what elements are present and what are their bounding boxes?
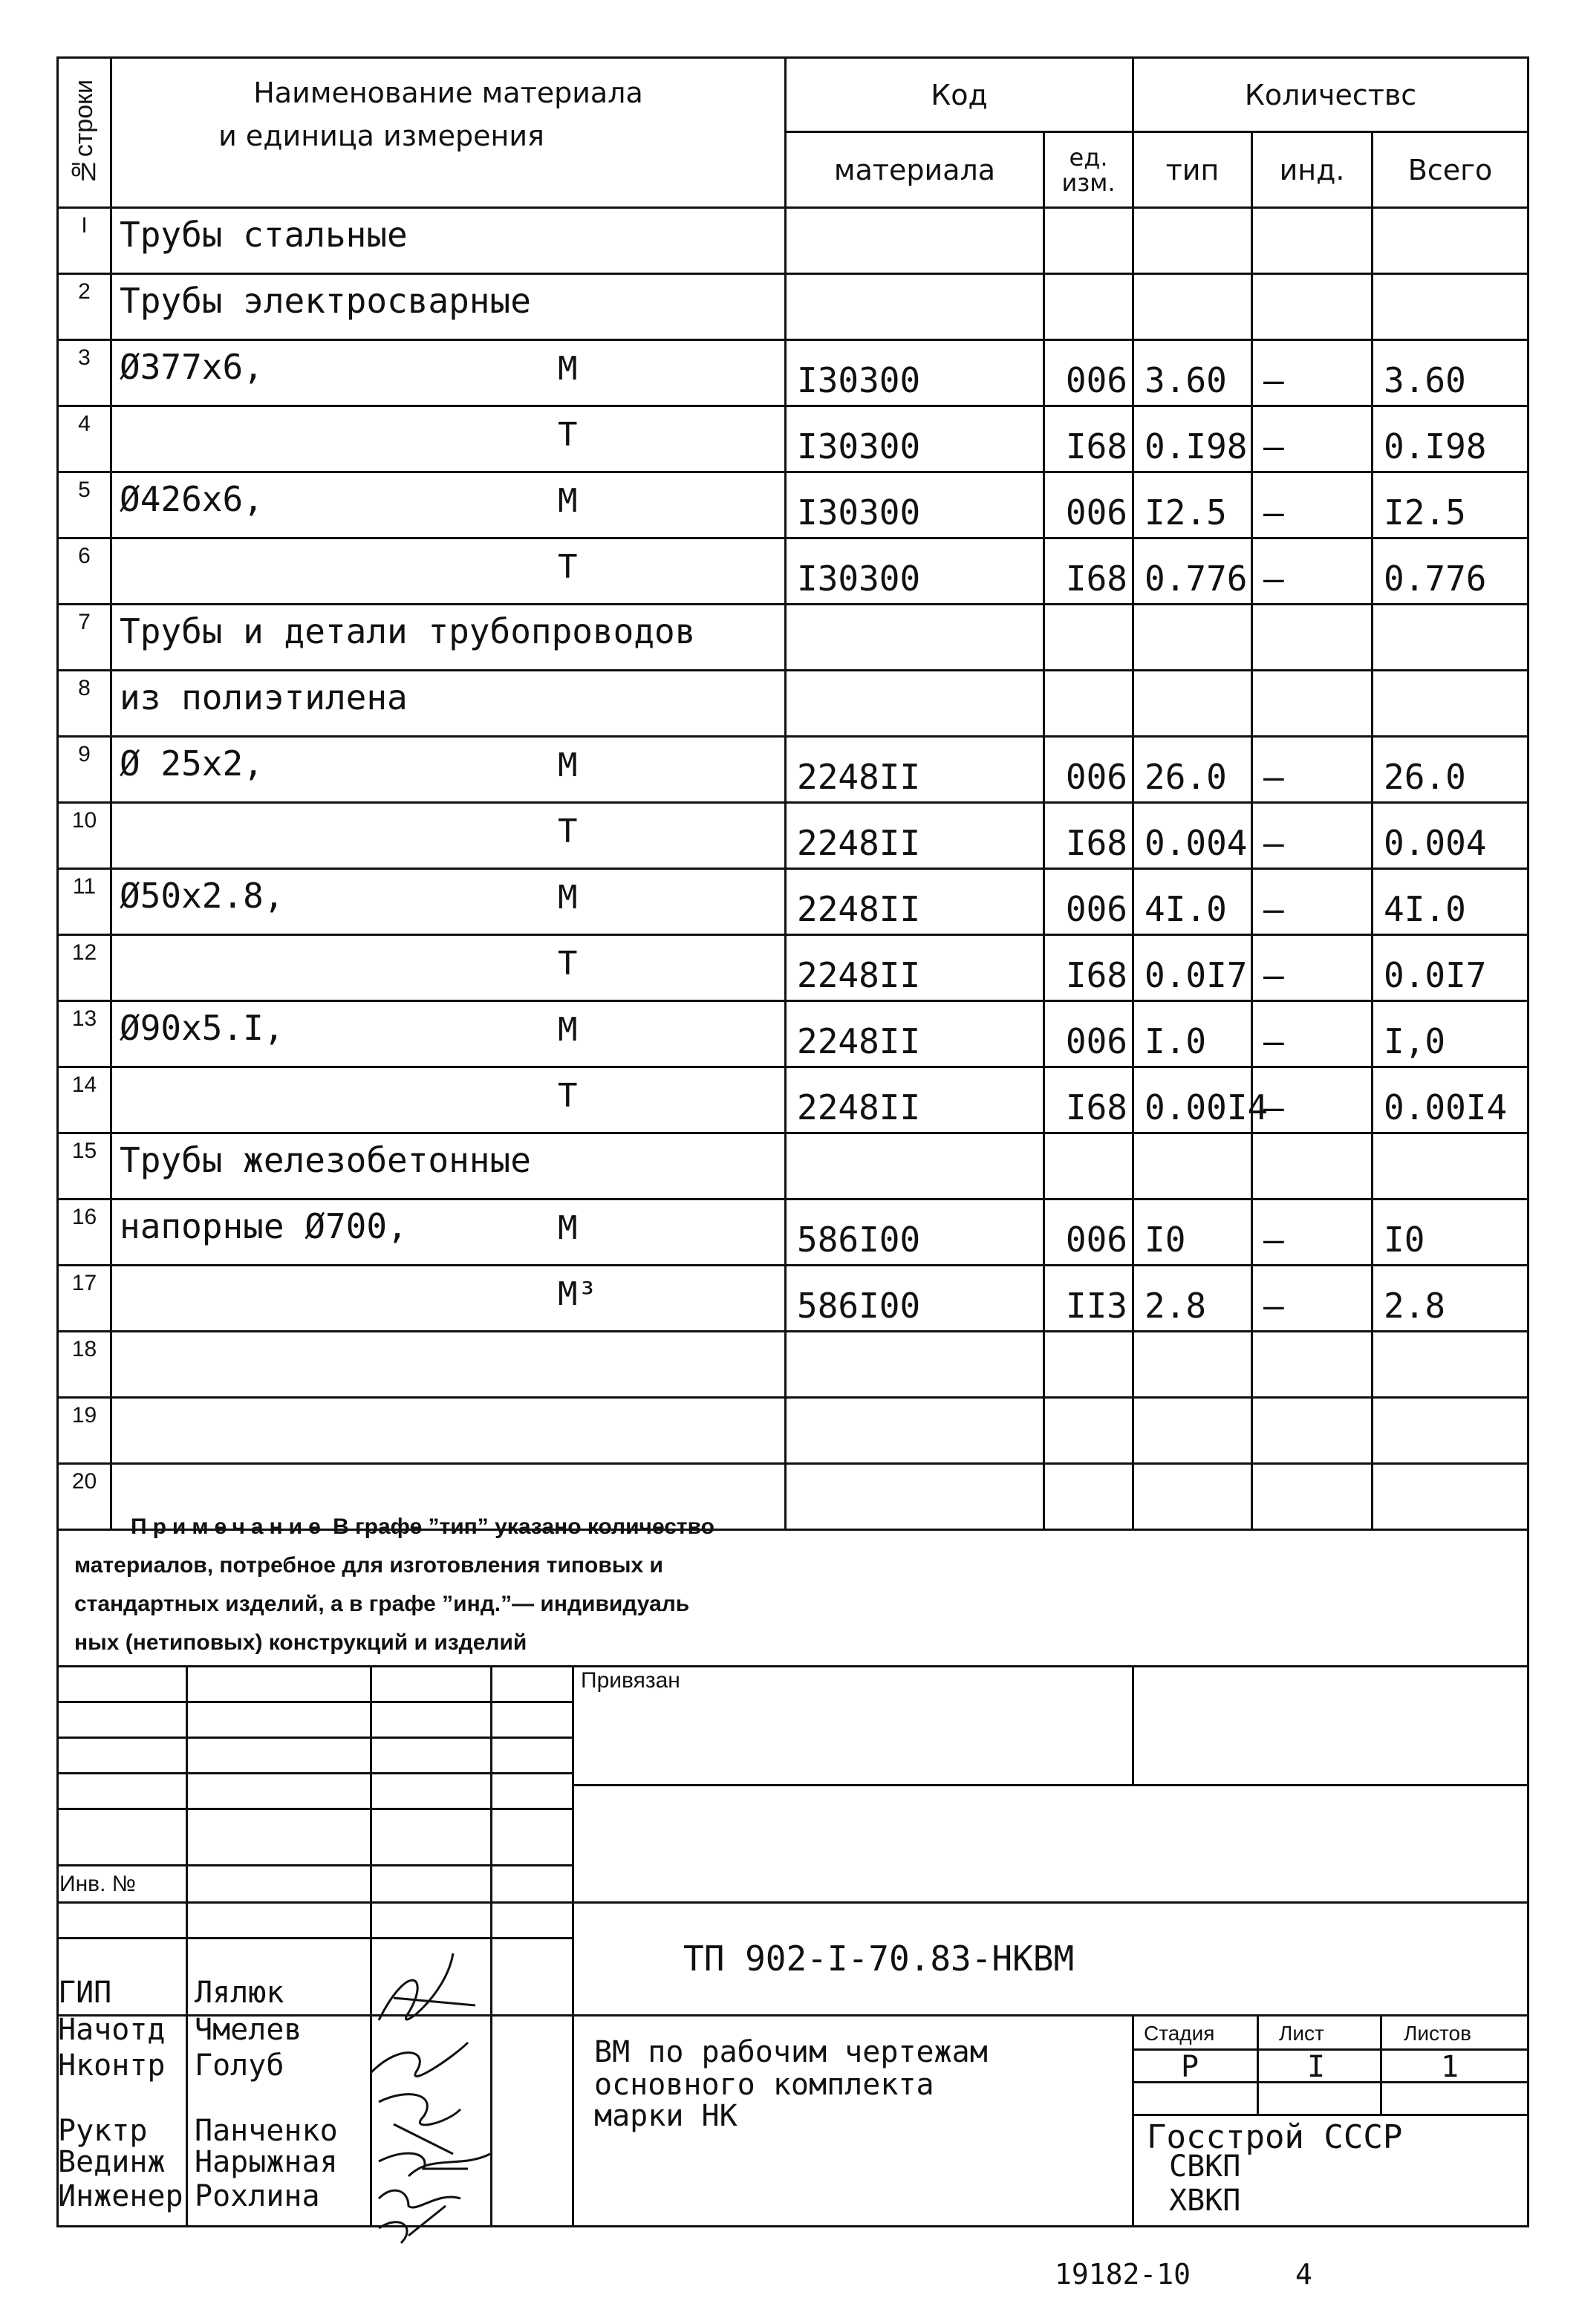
qty-group-header: Количествс [1133, 58, 1528, 132]
total-quantity: 0.I98 [1373, 406, 1528, 472]
ind-quantity: – [1252, 803, 1373, 869]
material-unit: М [558, 746, 578, 784]
material-name-cell [111, 737, 786, 803]
material-unit: Т [558, 416, 578, 454]
material-unit: Т [558, 1077, 578, 1115]
table-row [58, 605, 1528, 671]
material-name-cell [111, 1067, 786, 1133]
material-name-cell [111, 869, 786, 935]
material-name-cell [111, 472, 786, 538]
row-number: 15 [58, 1133, 111, 1200]
type-quantity: 4I.0 [1133, 869, 1252, 935]
row-number: 12 [58, 935, 111, 1001]
total-quantity [1373, 274, 1528, 340]
type-quantity: 2.8 [1133, 1266, 1252, 1332]
row-number: 2 [58, 274, 111, 340]
table-row [58, 1001, 1528, 1067]
type-quantity: I.0 [1133, 1001, 1252, 1067]
unit-code: I68 [1044, 406, 1133, 472]
total-quantity [1373, 1398, 1528, 1464]
unit-code: 006 [1044, 472, 1133, 538]
unit-code: I68 [1044, 538, 1133, 605]
total-quantity: 0.004 [1373, 803, 1528, 869]
unit-code: II3 [1044, 1266, 1133, 1332]
name-header: Наименование материала и единица измерения [111, 58, 786, 208]
material-code: 2248II [786, 935, 1044, 1001]
table-row [58, 1398, 1528, 1464]
table-row [58, 671, 1528, 737]
total-quantity: 0.0I7 [1373, 935, 1528, 1001]
ind-quantity: – [1252, 869, 1373, 935]
ind-quantity [1252, 605, 1373, 671]
table-row [58, 869, 1528, 935]
material-name: Ø377x6, [120, 347, 264, 387]
row-number: 3 [58, 340, 111, 406]
type-quantity [1133, 671, 1252, 737]
type-quantity: 0.I98 [1133, 406, 1252, 472]
ind-quantity: – [1252, 1266, 1373, 1332]
org-line-3: ХВКП [1169, 2184, 1241, 2218]
material-name-cell [111, 605, 786, 671]
type-quantity [1133, 605, 1252, 671]
table-row [58, 737, 1528, 803]
signatory-role: Начотд [58, 2013, 166, 2047]
unit-code [1044, 605, 1133, 671]
total-quantity: I2.5 [1373, 472, 1528, 538]
total-quantity [1373, 605, 1528, 671]
material-name-cell [111, 1001, 786, 1067]
unit-code [1044, 1464, 1133, 1530]
material-name-cell [111, 274, 786, 340]
archive-number: 19182-10 [1055, 2258, 1191, 2291]
unit-code [1044, 208, 1133, 274]
row-number: 8 [58, 671, 111, 737]
signatory-name: Рохлина [195, 2179, 320, 2213]
materials-rows [58, 208, 1528, 1530]
row-number: 5 [58, 472, 111, 538]
ind-quantity: – [1252, 1067, 1373, 1133]
material-name-cell [111, 671, 786, 737]
material-name: Трубы железобетонные [120, 1140, 531, 1180]
row-number: 13 [58, 1001, 111, 1067]
row-number: 11 [58, 869, 111, 935]
material-code: 2248II [786, 737, 1044, 803]
stage-label: Стадия [1144, 2022, 1215, 2045]
type-quantity [1133, 1464, 1252, 1530]
row-number: 16 [58, 1200, 111, 1266]
signatory-role: Инженер [58, 2179, 183, 2213]
table-note: Примечание В графе ”тип” указано количество материалов, потребное для изготовления типовых и стандартных изделий, а в графе ”инд.”— индивидуаль ных (нетиповых) конструкций и изделий [74, 1514, 714, 1655]
signatory-name: Нарыжная [195, 2145, 338, 2179]
ind-quantity [1252, 1332, 1373, 1398]
document-title-2: основного комплекта [594, 2068, 934, 2102]
unit-code [1044, 671, 1133, 737]
ind-quantity: – [1252, 737, 1373, 803]
total-quantity [1373, 671, 1528, 737]
unit-code: 006 [1044, 869, 1133, 935]
type-quantity: I0 [1133, 1200, 1252, 1266]
material-unit: М [558, 1209, 578, 1247]
material-name-cell [111, 803, 786, 869]
material-name-cell [111, 1332, 786, 1398]
row-number: 19 [58, 1398, 111, 1464]
material-unit: М [558, 482, 578, 520]
material-code [786, 208, 1044, 274]
total-quantity [1373, 208, 1528, 274]
unit-code: 006 [1044, 1200, 1133, 1266]
material-name: напорные Ø700, [120, 1206, 408, 1246]
material-code: 586I00 [786, 1200, 1044, 1266]
type-quantity [1133, 1332, 1252, 1398]
ind-quantity [1252, 208, 1373, 274]
unit-code: 006 [1044, 1001, 1133, 1067]
signatory-role: Руктр [58, 2114, 148, 2148]
ind-quantity: – [1252, 1200, 1373, 1266]
ind-quantity: – [1252, 340, 1373, 406]
material-code: 2248II [786, 869, 1044, 935]
table-row [58, 1200, 1528, 1266]
table-row [58, 1133, 1528, 1200]
page-number: 4 [1295, 2258, 1312, 2291]
material-name-cell [111, 1266, 786, 1332]
ind-quantity [1252, 671, 1373, 737]
material-unit: Т [558, 813, 578, 850]
table-row [58, 208, 1528, 274]
unit-code [1044, 274, 1133, 340]
ind-quantity: – [1252, 472, 1373, 538]
type-quantity [1133, 1398, 1252, 1464]
ind-quantity [1252, 274, 1373, 340]
signatory-name: Чмелев [195, 2013, 302, 2047]
material-name-cell [111, 538, 786, 605]
material-unit: М [558, 350, 578, 388]
row-number: 10 [58, 803, 111, 869]
material-name-cell [111, 340, 786, 406]
type-quantity: 0.776 [1133, 538, 1252, 605]
unit-code: I68 [1044, 1067, 1133, 1133]
table-row [58, 935, 1528, 1001]
total-quantity: 3.60 [1373, 340, 1528, 406]
material-code: I30300 [786, 538, 1044, 605]
unit-code [1044, 1398, 1133, 1464]
type-qty-header: тип [1133, 132, 1252, 208]
ind-qty-header: инд. [1252, 132, 1373, 208]
type-quantity: 26.0 [1133, 737, 1252, 803]
row-number: 7 [58, 605, 111, 671]
material-name: из полиэтилена [120, 677, 408, 717]
unit-code [1044, 1133, 1133, 1200]
material-code-header: материала [786, 132, 1044, 208]
materials-table [56, 56, 1529, 1531]
type-quantity [1133, 1133, 1252, 1200]
row-number: 14 [58, 1067, 111, 1133]
total-quantity: 26.0 [1373, 737, 1528, 803]
material-name: Трубы стальные [120, 215, 408, 255]
signatory-name: Лялюк [195, 1976, 284, 2010]
ind-quantity: – [1252, 406, 1373, 472]
sheets-label: Листов [1404, 2022, 1471, 2045]
sheet-label: Лист [1279, 2022, 1324, 2045]
material-name-cell [111, 1200, 786, 1266]
material-name-cell [111, 1398, 786, 1464]
row-number: 9 [58, 737, 111, 803]
row-number: I [58, 208, 111, 274]
table-row [58, 1266, 1528, 1332]
table-row [58, 274, 1528, 340]
material-name-cell [111, 935, 786, 1001]
inventory-label: Инв. № [59, 1872, 136, 1896]
document-title-1: ВМ по рабочим чертежам [594, 2035, 988, 2069]
material-name-cell [111, 406, 786, 472]
unit-code: 006 [1044, 737, 1133, 803]
handwritten-signatures [364, 1931, 535, 2243]
material-code [786, 1133, 1044, 1200]
material-unit: Т [558, 548, 578, 586]
material-unit: М [558, 1011, 578, 1049]
table-row [58, 1332, 1528, 1398]
sheet-value: I [1307, 2050, 1326, 2084]
total-quantity: I,0 [1373, 1001, 1528, 1067]
ind-quantity: – [1252, 538, 1373, 605]
ind-quantity: – [1252, 1001, 1373, 1067]
material-code [786, 1332, 1044, 1398]
document-code: ТП 902-I-70.83-НКВМ [683, 1939, 1075, 1979]
table-row [58, 1067, 1528, 1133]
unit-code: I68 [1044, 935, 1133, 1001]
table-row [58, 406, 1528, 472]
ind-quantity [1252, 1464, 1373, 1530]
type-quantity: 0.004 [1133, 803, 1252, 869]
sheets-value: 1 [1441, 2050, 1459, 2084]
material-code: 2248II [786, 1067, 1044, 1133]
ind-quantity [1252, 1398, 1373, 1464]
material-code: 2248II [786, 1001, 1044, 1067]
material-code [786, 1398, 1044, 1464]
material-name: Ø50x2.8, [120, 876, 284, 916]
material-code [786, 605, 1044, 671]
material-name: Ø 25x2, [120, 743, 264, 784]
row-number: 4 [58, 406, 111, 472]
stage-value: Р [1181, 2050, 1199, 2084]
row-number: 18 [58, 1332, 111, 1398]
material-name: Ø90x5.I, [120, 1008, 284, 1048]
row-number: 20 [58, 1464, 111, 1530]
material-code [786, 274, 1044, 340]
type-quantity: 0.00I4 [1133, 1067, 1252, 1133]
material-unit: Т [558, 945, 578, 983]
total-quantity [1373, 1332, 1528, 1398]
type-quantity: I2.5 [1133, 472, 1252, 538]
type-quantity: 3.60 [1133, 340, 1252, 406]
material-name: Трубы и детали трубопроводов [120, 611, 696, 651]
material-name-cell [111, 208, 786, 274]
org-line-2: СВКП [1169, 2149, 1241, 2184]
org-line-1: Госстрой СССР [1147, 2118, 1403, 2156]
total-quantity: 0.00I4 [1373, 1067, 1528, 1133]
ind-quantity [1252, 1133, 1373, 1200]
material-unit: М [558, 879, 578, 917]
total-quantity [1373, 1464, 1528, 1530]
document-title-3: марки НК [594, 2099, 738, 2133]
total-quantity: I0 [1373, 1200, 1528, 1266]
row-number: 17 [58, 1266, 111, 1332]
table-row [58, 340, 1528, 406]
material-code: 586I00 [786, 1266, 1044, 1332]
row-number: 6 [58, 538, 111, 605]
unit-code: 006 [1044, 340, 1133, 406]
material-code: I30300 [786, 472, 1044, 538]
total-quantity: 4I.0 [1373, 869, 1528, 935]
total-quantity: 2.8 [1373, 1266, 1528, 1332]
type-quantity [1133, 274, 1252, 340]
unit-code-header: ед. изм. [1044, 132, 1133, 208]
type-quantity: 0.0I7 [1133, 935, 1252, 1001]
material-name: Трубы электросварные [120, 281, 531, 321]
code-group-header: Код [786, 58, 1133, 132]
row-number-header: №строки [58, 58, 111, 208]
signatory-role: Нконтр [58, 2048, 166, 2083]
table-row [58, 472, 1528, 538]
material-code: I30300 [786, 340, 1044, 406]
material-code [786, 671, 1044, 737]
signatory-name: Голуб [195, 2048, 284, 2083]
signatory-name: Панченко [195, 2114, 338, 2148]
total-quantity [1373, 1133, 1528, 1200]
header-row-1 [58, 58, 1528, 132]
bound-label: Привязан [581, 1668, 680, 1693]
unit-code [1044, 1332, 1133, 1398]
material-name-cell [111, 1133, 786, 1200]
signatory-role: Вединж [58, 2145, 166, 2179]
material-code: I30300 [786, 406, 1044, 472]
material-name: Ø426x6, [120, 479, 264, 519]
material-code [786, 1464, 1044, 1530]
table-row [58, 803, 1528, 869]
material-unit: М³ [558, 1275, 597, 1313]
unit-code: I68 [1044, 803, 1133, 869]
table-row [58, 538, 1528, 605]
total-quantity: 0.776 [1373, 538, 1528, 605]
ind-quantity: – [1252, 935, 1373, 1001]
type-quantity [1133, 208, 1252, 274]
total-qty-header: Всего [1373, 132, 1528, 208]
signatory-role: ГИП [58, 1976, 112, 2010]
material-code: 2248II [786, 803, 1044, 869]
